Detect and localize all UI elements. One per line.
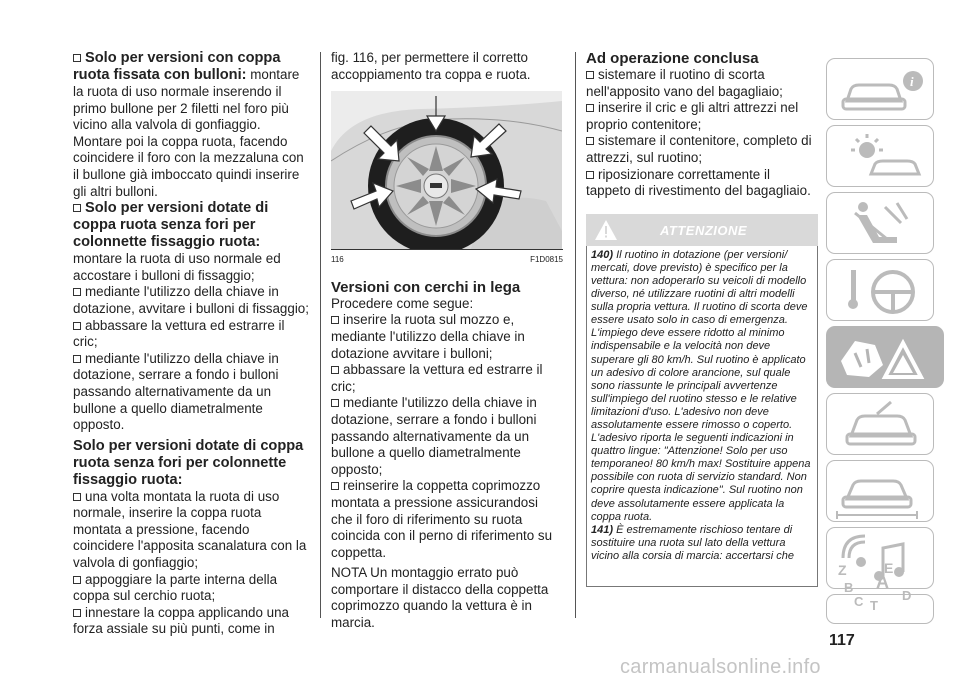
list-item: abbassare la vettura ed estrarre il cric; — [73, 318, 309, 351]
list-item: sistemare il ruotino di scorta nell'apposito vano del bagagliaio; — [586, 67, 818, 100]
warning-header — [586, 214, 818, 246]
tab-dashboard-lights[interactable] — [826, 125, 934, 187]
wheel-illustration — [331, 91, 562, 249]
tab-maintenance[interactable] — [826, 393, 934, 455]
paragraph: Procedere come segue: — [331, 295, 474, 311]
list-item: inserire la ruota sul mozzo e, mediante l'utilizzo della chiave in dotazione avvitare i bulloni; — [331, 312, 563, 362]
warning-box — [586, 246, 818, 587]
section-heading: Ad operazione conclusa — [586, 50, 759, 67]
watermark: carmanualsonline.info — [620, 656, 821, 678]
list-item: mediante l'utilizzo della chiave in dotazione, avvitare i bulloni di fissaggio; — [73, 284, 309, 316]
column-divider — [575, 52, 576, 618]
dashboard-lights-icon — [827, 126, 935, 188]
column-3 — [586, 50, 818, 587]
steering-wheel-key-icon — [827, 260, 935, 322]
car-info-icon — [827, 59, 935, 121]
section-heading: Solo per versioni dotate di coppa ruota senza fori per colonnette fissaggio ruota: — [73, 437, 304, 488]
list-item: mediante l'utilizzo della chiave in dotazione, serrare a fondo i bulloni passando alternativamente da un bullone a quello diametralmente opposto. — [73, 351, 309, 434]
wheel-cover-figure — [331, 91, 562, 249]
tab-car-info[interactable] — [826, 58, 934, 120]
list-item: abbassare la vettura ed estrarre il cric; — [331, 362, 563, 395]
tab-starting-driving[interactable] — [826, 259, 934, 321]
tab-technical-data[interactable] — [826, 460, 934, 522]
column-divider — [320, 52, 321, 618]
tab-emergency[interactable] — [826, 326, 944, 388]
list-item: inserire il cric e gli altri attrezzi nel proprio contenitore; — [586, 100, 818, 133]
list-item: reinserire la coppetta coprimozzo montata a pressione assicurandosi che il foro di riferimento su ruota coincida con il perno di riferimento su coppetta. — [331, 478, 563, 561]
index-letters: Z E B A C T D — [838, 560, 912, 613]
car-service-icon — [827, 394, 935, 456]
list-item: riposizionare correttamente il tappeto di rivestimento del bagagliaio. — [586, 167, 818, 200]
section-heading: Versioni con cerchi in lega — [331, 278, 521, 296]
figure-number: 116 — [331, 255, 344, 265]
warning-breakdown-icon — [827, 327, 945, 389]
list-item: una volta montata la ruota di uso normale, inserire la coppa ruota montata a pressione, facendo coincidere l'apposita scanalatura con la valvola di gonfiaggio; — [73, 489, 309, 572]
warning-140: 140) Il ruotino in dotazione (per versioni/ mercati, dove previsto) è specifico per la vettura: non adoperarlo su veicoli di modello diverso, né utilizzare ruotini di altri modelli sulla propria vettura. Il ruotino di scorta deve essere usato solo in caso di emergenza. L'impiego deve essere ridotto al minimo indispensabile e la velocità non deve superare gli 80 km/h. Sul ruotino è applicato un adesivo di colore arancione, sul quale sono riassunte le principali avvertenze sull'impiego del ruotino stesso e le relative limitazioni d'uso. L'adesivo non deve assolutamente essere rimosso o coperto. L'adesivo riporta le seguenti indicazioni in quattro lingue: "Attenzione! Solo per uso temporaneo! 80 km/h max! Sostituire appena possibile con ruota di servizio standard. Non coprire questa indicazione". Sul ruotino non deve assolutamente essere applicata la coppa ruota. — [591, 248, 811, 523]
paragraph: Solo per versioni con coppa ruota fissata con bulloni: montare la ruota di uso normale inserendo il primo bullone per 2 filetti nel foro più vicino alla valvola di gonfiaggio. Montare poi la coppa ruota, facendo coincidere il foro con la mezzaluna con il bullone già imboccato quindi inserire gli altri bulloni. — [73, 50, 309, 200]
column-1 — [73, 50, 309, 638]
tab-safety[interactable] — [826, 192, 934, 254]
list-item: mediante l'utilizzo della chiave in dotazione, serrare a fondo i bulloni passando alternativamente da un bullone a quello diametralmente opposto; — [331, 395, 563, 478]
list-item: appoggiare la parte interna della coppa sul cerchio ruota; — [73, 572, 309, 605]
column-2 — [331, 50, 563, 632]
paragraph: fig. 116, per permettere il corretto accoppiamento tra coppa e ruota. — [331, 50, 531, 82]
warning-141: 141) È estremamente rischioso tentare di sostituire una ruota sul lato della vettura vicino alla corsia di marcia: accertarsi che — [591, 523, 794, 562]
figure-code: F1D0815 — [530, 255, 563, 265]
warning-triangle-icon — [594, 219, 618, 241]
list-item: innestare la coppa applicando una forza assiale su più punti, come in — [73, 605, 309, 638]
note-paragraph: NOTA Un montaggio errato può comportare il distacco della coppetta coprimozzo quando la vettura è in marcia. — [331, 565, 549, 631]
figure-caption — [331, 249, 563, 269]
airbag-seat-icon — [827, 193, 935, 255]
page-number: 117 — [829, 632, 855, 649]
warning-title: ATTENZIONE — [660, 222, 748, 238]
car-specs-icon — [827, 461, 935, 523]
list-item: sistemare il contenitore, completo di attrezzi, sul ruotino; — [586, 133, 818, 166]
paragraph: Solo per versioni dotate di coppa ruota senza fori per colonnette fissaggio ruota: montare la ruota di uso normale ed accostare i bulloni di fissaggio; — [73, 200, 309, 284]
svg-text:i: i — [910, 74, 914, 89]
